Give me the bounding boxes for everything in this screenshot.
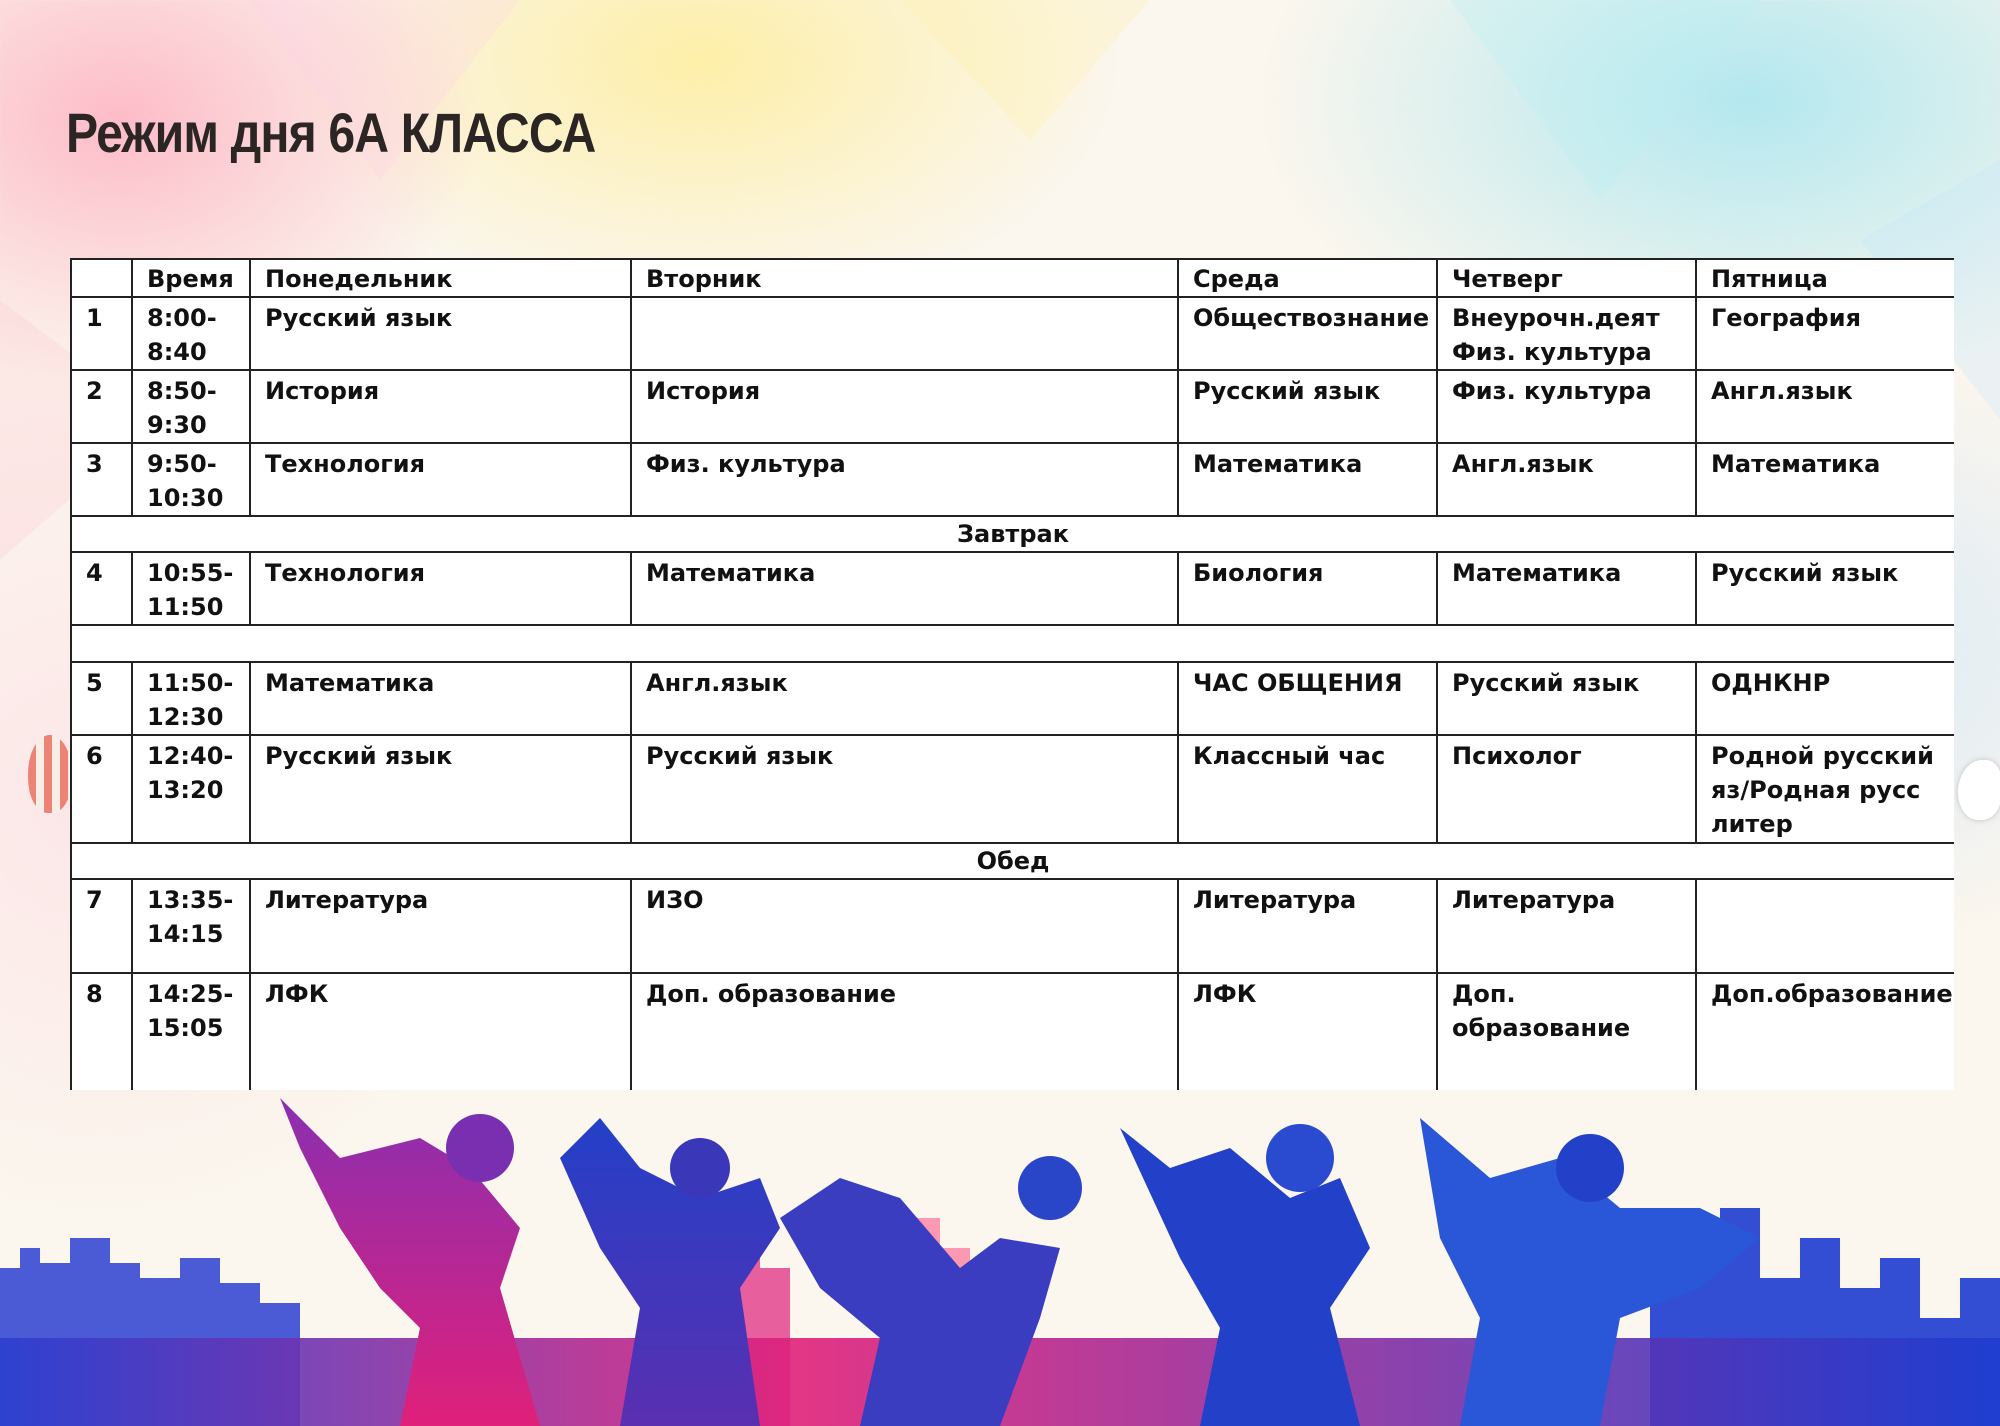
thursday-subject: Психолог [1437,735,1696,843]
lesson-time: 8:00- 8:40 [132,297,250,370]
friday-subject: Русский язык [1696,552,1954,625]
table-row [71,879,1954,973]
dove-icon [1958,760,2000,820]
lesson-number: 7 [71,879,132,973]
lesson-number: 5 [71,662,132,735]
friday-subject: Родной русский яз/Родная русс литер [1696,735,1954,843]
lesson-number: 8 [71,973,132,1090]
friday-subject [1696,879,1954,973]
hot-air-balloon-icon [28,735,72,813]
lesson-number: 2 [71,370,132,443]
tuesday-subject: Физ. культура [631,443,1178,516]
monday-subject: Технология [250,552,631,625]
header-cell-wednesday: Среда [1178,259,1437,297]
schedule-table [70,258,1954,1090]
header-cell-monday: Понедельник [250,259,631,297]
lesson-time: 10:55- 11:50 [132,552,250,625]
monday-subject: ЛФК [250,973,631,1090]
schedule-sheet [70,258,1954,1090]
friday-subject: Математика [1696,443,1954,516]
lunch-row [71,843,1954,879]
lesson-time: 9:50- 10:30 [132,443,250,516]
tuesday-subject: История [631,370,1178,443]
wednesday-subject: Классный час [1178,735,1437,843]
monday-subject: Технология [250,443,631,516]
breakfast-row [71,516,1954,552]
wednesday-subject: Математика [1178,443,1437,516]
monday-subject: Математика [250,662,631,735]
tuesday-subject: Доп. образование [631,973,1178,1090]
lunch-label: Обед [71,843,1954,879]
table-row [71,735,1954,843]
table-header-row [71,259,1954,297]
header-cell-friday: Пятница [1696,259,1954,297]
thursday-subject: Русский язык [1437,662,1696,735]
lesson-time: 11:50- 12:30 [132,662,250,735]
lesson-time: 14:25- 15:05 [132,973,250,1090]
dancers-silhouette-illustration [0,1088,2000,1426]
lesson-number: 1 [71,297,132,370]
thursday-subject: Доп. образование [1437,973,1696,1090]
lesson-time: 13:35- 14:15 [132,879,250,973]
monday-subject: Русский язык [250,297,631,370]
wednesday-subject: ЧАС ОБЩЕНИЯ [1178,662,1437,735]
thursday-subject: Англ.язык [1437,443,1696,516]
wednesday-subject: Обществознание [1178,297,1437,370]
breakfast-label: Завтрак [71,516,1954,552]
monday-subject: История [250,370,631,443]
lesson-time: 8:50- 9:30 [132,370,250,443]
tuesday-subject: Англ.язык [631,662,1178,735]
thursday-subject: Математика [1437,552,1696,625]
page-title: Режим дня 6А КЛАССА [66,101,596,164]
friday-subject: Англ.язык [1696,370,1954,443]
lesson-time: 12:40- 13:20 [132,735,250,843]
lesson-number: 4 [71,552,132,625]
table-row [71,297,1954,370]
header-cell-thursday: Четверг [1437,259,1696,297]
thursday-subject: Физ. культура [1437,370,1696,443]
thursday-subject: Литература [1437,879,1696,973]
table-row [71,370,1954,443]
friday-subject: ОДНКНР [1696,662,1954,735]
empty-cell [71,625,1954,662]
tuesday-subject: ИЗО [631,879,1178,973]
header-cell [71,259,132,297]
wednesday-subject: Русский язык [1178,370,1437,443]
thursday-subject: Внеурочн.деят Физ. культура [1437,297,1696,370]
lesson-number: 6 [71,735,132,843]
tuesday-subject [631,297,1178,370]
tuesday-subject: Русский язык [631,735,1178,843]
table-row [71,443,1954,516]
tuesday-subject: Математика [631,552,1178,625]
table-row [71,973,1954,1090]
header-cell-time: Время [132,259,250,297]
friday-subject: Доп.образование [1696,973,1954,1090]
wednesday-subject: ЛФК [1178,973,1437,1090]
table-row [71,662,1954,735]
friday-subject: География [1696,297,1954,370]
lesson-number: 3 [71,443,132,516]
header-cell-tuesday: Вторник [631,259,1178,297]
monday-subject: Русский язык [250,735,631,843]
table-row [71,552,1954,625]
empty-row [71,625,1954,662]
wednesday-subject: Биология [1178,552,1437,625]
wednesday-subject: Литература [1178,879,1437,973]
monday-subject: Литература [250,879,631,973]
